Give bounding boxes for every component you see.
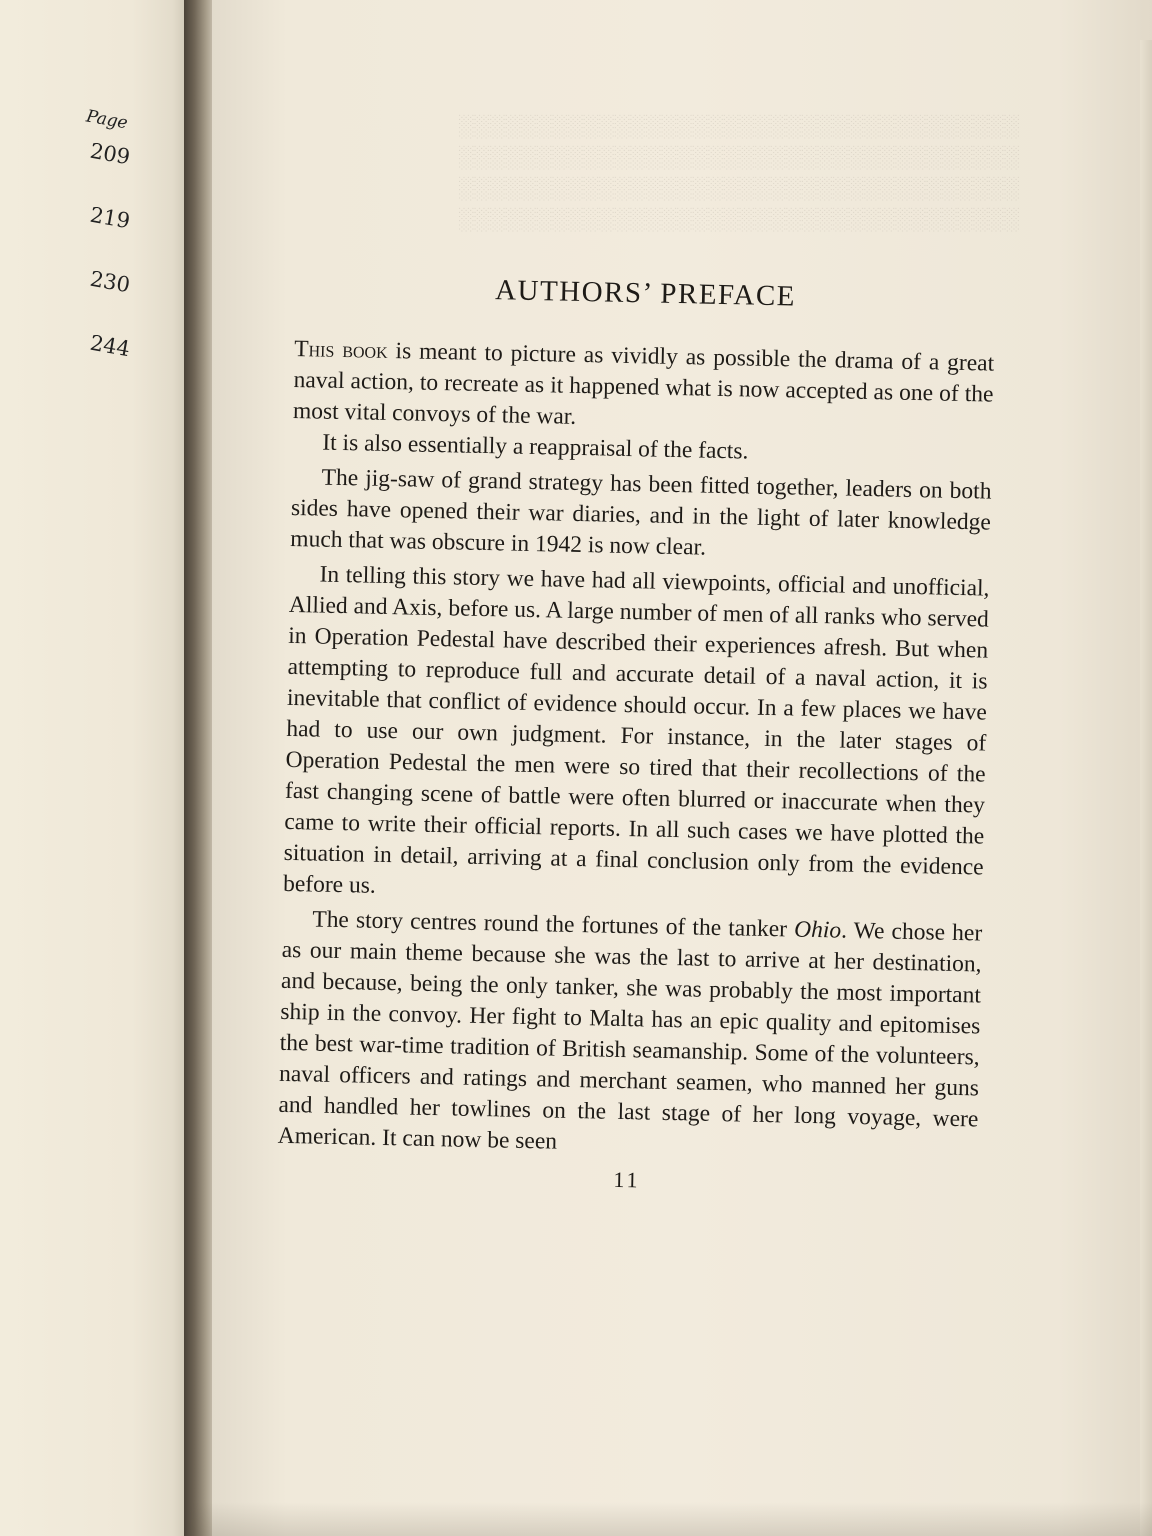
page-edge bbox=[1140, 40, 1152, 1536]
page-number: 11 bbox=[613, 1166, 641, 1193]
paragraph bbox=[277, 904, 982, 1167]
paragraph: The jig-saw of grand strategy has been fitted together, leaders on both sides have opened their war diaries, and in the light of later knowledge much that was obscure in 1942 is now clear. bbox=[290, 464, 992, 561]
page-title: AUTHORS’ PREFACE bbox=[494, 274, 797, 313]
toc-page-number: 244 bbox=[88, 330, 132, 362]
paragraph-text: . We chose her as our main theme because she was the last to arrive at her destination, and because, being the only tanker, she was probably the most important ship in the convoy. Her fight to Malta has an epic quality and epitomises the best war-time tradition of British seamanship. Some of the volunteers, naval officers and ratings and merchant seamen, who manned her guns and handled her towlines on the last stage of her long voyage, were American. It can now be seen bbox=[277, 917, 983, 1155]
paragraph: In telling this story we have had all viewpoints, official and unofficial, Allied and Axis, before us. A large number of men of all ranks who served in Operation Pedestal have described their experiences afresh. But when attempting to reproduce full and accurate detail of a naval action, it is inevitable that conflict of evidence should occur. In a few places we have had to use our own judgment. For instance, in the later stages of Operation Pedestal the men were so tired that their recollections of the fast changing scene of battle were often blurred or inaccurate when they came to write their official reports. In all such cases we have plotted the situation in detail, arriving at a final conclusion only from the evidence before us. bbox=[282, 561, 990, 899]
show-through-text: ░░░░░░░░░░░░░░░░░░░░░░░░░░░░░░░░░░░░ ░░░░░░░░░░░░░░░░░░░░░░░░░░░░░░░░░░░░ ░░░░░░░░░░░░░░░░░░░░░░░░░░░░░░░░░░░░ ░░░░░░░░░░░░░░░░░░░░░░░░░░░░░░░░░░░░ bbox=[458, 113, 1020, 231]
lead-in-small-caps: This book bbox=[294, 335, 388, 364]
paragraph-text: The story centres round the fortunes of the tanker bbox=[312, 906, 795, 943]
preface-text-block bbox=[277, 268, 996, 1200]
paragraph: It is also essentially a reappraisal of the facts. bbox=[322, 429, 749, 465]
paragraph-text: is meant to picture as vividly as possible the drama of a great naval action, to recreate as it happened what is now accepted as one of the most vital convoys of the war. bbox=[292, 337, 995, 430]
bottom-shadow bbox=[188, 1502, 1152, 1536]
toc-page-number: 209 bbox=[88, 138, 132, 170]
toc-page-number: 230 bbox=[88, 266, 132, 298]
toc-page-number: 219 bbox=[88, 202, 132, 234]
paragraph bbox=[293, 334, 995, 442]
left-page bbox=[0, 0, 188, 1536]
toc-page-label: Page bbox=[84, 106, 130, 134]
ship-name-italic: Ohio bbox=[793, 916, 842, 944]
